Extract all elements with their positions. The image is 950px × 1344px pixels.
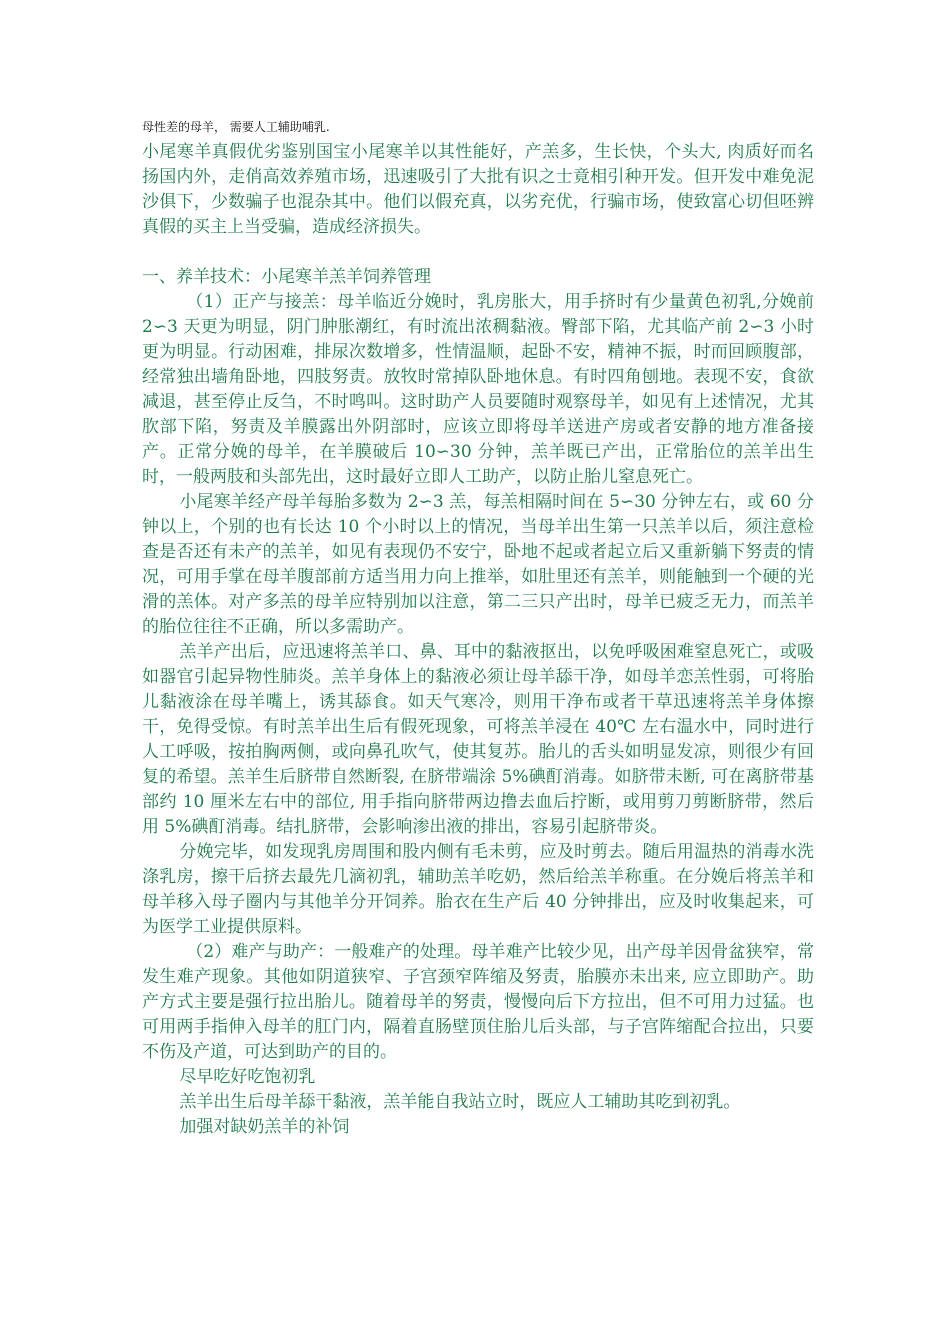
- intro-paragraph: 小尾寒羊真假优劣鉴别国宝小尾寒羊以其性能好，产羔多，生长快，个头大, 肉质好而名扬国内外，走俏高效养殖市场，迅速吸引了大批有识之士竟相引种开发。但开发中难免泥沙俱下，少数骗子也混杂其中。他们以假充真，以劣充优，行骗市场，使致富心切但呸辨真假的买主上当受骗，造成经济损失。: [142, 142, 814, 237]
- paragraph-colostrum: 羔羊出生后母羊舔干黏液，羔羊能自我站立时，既应人工辅助其吃到初乳。: [179, 1092, 741, 1112]
- paragraph-multiple-lambs: 小尾寒羊经产母羊每胎多数为 2∽3 羔，每羔相隔时间在 5∽30 分钟左右，或 60 分钟以上，个别的也有长达 10 个小时以上的情况，当母羊出生第一只羔羊以后，须注意检查是否还有未产的羔羊，如见有表现仍不安宁，卧地不起或者起立后又重新躺下努责的情况，可用手掌在母羊腹部前方适当用力向上推举，如肚里还有羔羊，则能触到一个硬的光滑的羔体。对产多羔的母羊应特别加以注意，第二三只产出时，母羊已疲乏无力，而羔羊的胎位往往不正确，所以多需助产。: [142, 492, 814, 637]
- paragraph-newborn-care: 羔羊产出后，应迅速将羔羊口、鼻、耳中的黏液抠出，以免呼吸困难窒息死亡，或吸如器官引起异物性肺炎。羔羊身体上的黏液必须让母羊舔干净，如母羊恋羔性弱，可将胎儿黏液涂在母羊嘴上，诱其舔食。如天气寒冷，则用干净布或者干草迅速将羔羊身体擦干，免得受惊。有时羔羊出生后有假死现象，可将羔羊浸在 40℃ 左右温水中，同时进行人工呼吸，按拍胸两侧，或向鼻孔吹气，使其复苏。胎儿的舌头如明显发凉，则很少有回复的希望。羔羊生后脐带自然断裂, 在脐带端涂 5%碘酊消毒。如脐带未断, 可在离脐带基部约 10 厘米左右中的部位, 用手指向脐带两边撸去血后拧断，或用剪刀剪断脐带，然后用 5%碘酊消毒。结扎脐带，会影响渗出液的排出，容易引起脐带炎。: [142, 642, 814, 837]
- paragraph-after-delivery: 分娩完毕，如发现乳房周围和股内侧有毛未剪，应及时剪去。随后用温热的消毒水洗涤乳房，擦干后挤去最先几滴初乳，辅助羔羊吃奶，然后给羔羊称重。在分娩后将羔羊和母羊移入母子圈内与其他羊分开饲养。胎衣在生产后 40 分钟排出，应及时收集起来，可为医学工业提供原料。: [142, 842, 814, 937]
- section-heading: 一、养羊技术：小尾寒羊羔羊饲养管理: [142, 267, 431, 287]
- subheading-supplement: 加强对缺奶羔羊的补饲: [179, 1117, 350, 1137]
- paragraph-difficult-delivery: （2）难产与助产：一般难产的处理。母羊难产比较少见，出产母羊因骨盆狭窄，常发生难产现象。其他如阴道狭窄、子宫颈窄阵缩及努责，胎膜亦未出来, 应立即助产。助产方式主要是强行拉出胎儿。随着母羊的努责，慢慢向后下方拉出，但不可用力过猛。也可用两手指伸入母羊的肛门内，隔着直肠壁顶住胎儿后头部，与子宫阵缩配合拉出，只要不伤及产道，可达到助产的目的。: [142, 942, 814, 1062]
- top-note: 母性差的母羊， 需要人工辅助哺乳.: [142, 120, 330, 134]
- blank-line: [142, 240, 814, 265]
- paragraph-normal-delivery: （1）正产与接羔：母羊临近分娩时，乳房胀大，用手挤时有少量黄色初乳,分娩前 2∽3 天更为明显，阴门肿胀潮红，有时流出浓稠黏液。臀部下陷，尤其临产前 2∽3 小时更为明显。行动困难，排尿次数增多，性情温顺，起卧不安，精神不振，时而回顾腹部，经常独出墙角卧地，四肢努责。放牧时常掉队卧地休息。有时四角刨地。表现不安，食欲减退，甚至停止反刍，不时鸣叫。这时助产人员要随时观察母羊，如见有上述情况，尤其肷部下陷，努责及羊膜露出外阴部时，应该立即将母羊送进产房或者安静的地方准备接产。正常分娩的母羊，在羊膜破后 10∽30 分钟，羔羊既已产出，正常胎位的羔羊出生时，一般两肢和头部先出，这时最好立即人工助产，以防止胎儿窒息死亡。: [142, 292, 814, 487]
- subheading-colostrum: 尽早吃好吃饱初乳: [179, 1067, 316, 1087]
- document-body: [142, 118, 814, 1140]
